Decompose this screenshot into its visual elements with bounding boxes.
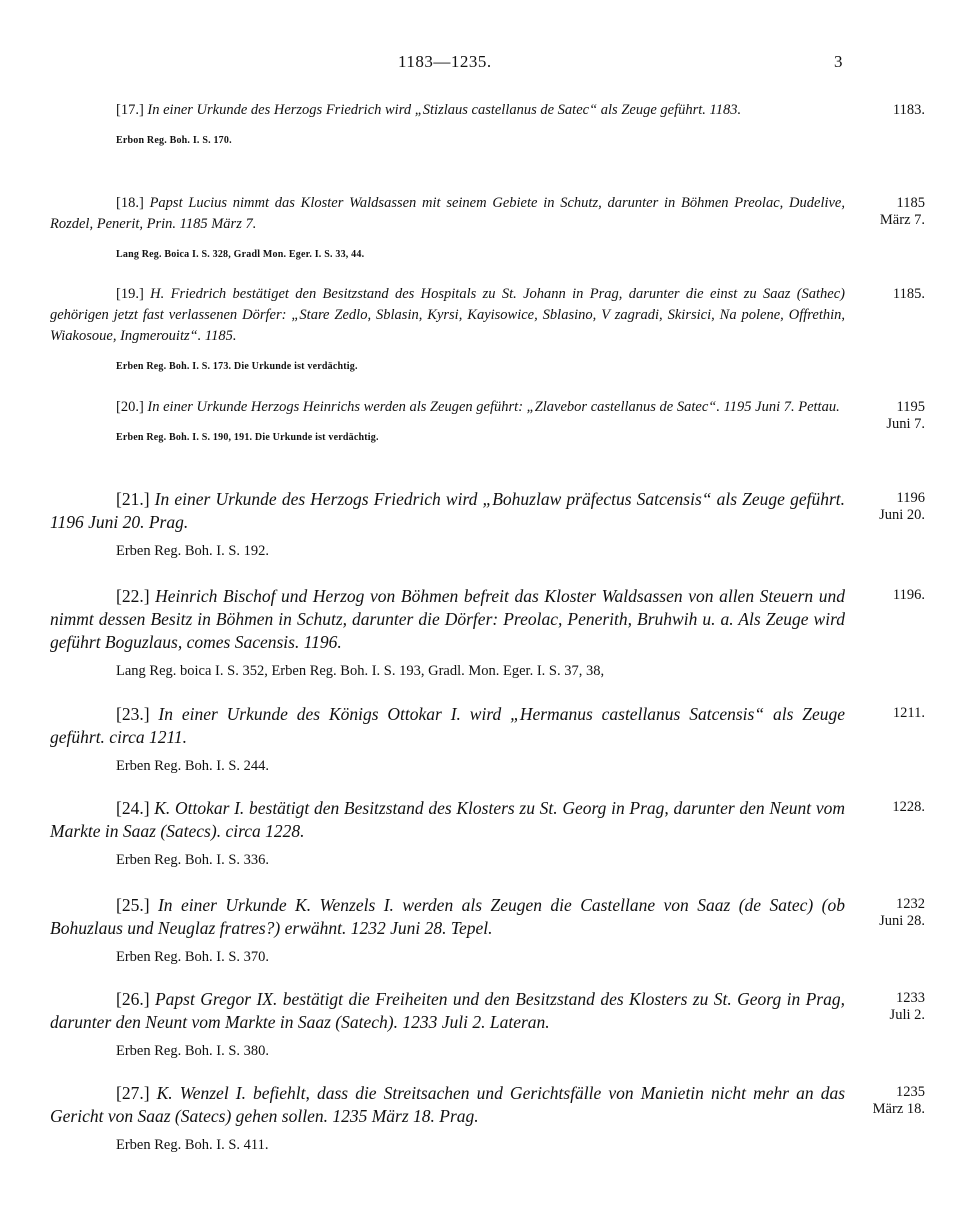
margin-date-line: 1235 [896, 1084, 925, 1100]
source-citation: Erben Reg. Boh. I. S. 380. [116, 1043, 270, 1059]
margin-date [850, 102, 925, 119]
entry-text [50, 397, 845, 418]
entry-body: Papst Lucius nimmt das Kloster Waldsassen mit seinem Gebiete in Schutz, darunter in Böhmen Preolac, Dudelive, Rozdel, Penerit, Prin. 1185 März 7. [50, 195, 845, 232]
margin-date [850, 990, 925, 1024]
regest-entry-20 [50, 397, 925, 443]
entry-number: [19.] [116, 286, 144, 302]
year-range: 1183—1235. [398, 52, 492, 71]
margin-date-line: März 7. [879, 212, 925, 228]
margin-date-line: Juni 28. [879, 913, 925, 929]
entry-body: K. Ottokar I. bestätigt den Besitzstand des Klosters zu St. Georg in Prag, darunter den Neunt vom Markte in Saaz (Satecs). circa 1228. [50, 798, 845, 841]
source-citation: Lang Reg. Boica I. S. 328, Gradl Mon. Eger. I. S. 33, 44. [116, 249, 365, 260]
source-citation: Erben Reg. Boh. I. S. 173. Die Urkunde ist verdächtig. [116, 361, 358, 372]
entry-text [50, 988, 845, 1034]
running-head [0, 52, 960, 76]
entry-number: [20.] [116, 399, 144, 415]
entry-number: [22.] [116, 586, 150, 606]
entry-body: In einer Urkunde des Herzogs Friedrich wird „Bohuzlaw präfectus Satcensis“ als Zeuge geführt. 1196 Juni 20. Prag. [50, 489, 846, 532]
margin-date-line: 1183. [892, 102, 925, 118]
entry-number: [21.] [116, 489, 150, 509]
entry-text [50, 284, 845, 347]
entry-text [50, 193, 845, 235]
regest-entry-23 [50, 703, 925, 775]
margin-date [850, 896, 925, 930]
margin-date-line: Juni 7. [886, 416, 925, 432]
regest-entry-24 [50, 797, 925, 869]
margin-date-line: 1211. [892, 705, 925, 721]
regest-entry-21 [50, 488, 925, 560]
entry-number: [17.] [116, 102, 144, 118]
regest-entry-25 [50, 894, 925, 966]
margin-date-line: 1232 [896, 896, 925, 912]
entry-number: [24.] [116, 798, 150, 818]
page-number: 3 [834, 52, 843, 71]
margin-date-line: 1185 [896, 195, 925, 211]
entry-text [50, 1082, 845, 1128]
source-citation: Erbon Reg. Boh. I. S. 170. [116, 135, 232, 146]
entry-text [50, 488, 845, 534]
margin-date-line: 1185. [892, 286, 925, 302]
margin-date-line: März 18. [872, 1101, 925, 1117]
regest-entry-18 [50, 193, 925, 260]
entry-text [50, 703, 845, 749]
margin-date [850, 399, 925, 433]
entry-body: Papst Gregor IX. bestätigt die Freiheiten und den Besitzstand des Klosters zu St. Georg in Prag, darunter den Neunt vom Markte in Saaz (Satech). 1233 Juli 2. Lateran. [50, 989, 845, 1032]
source-citation: Erben Reg. Boh. I. S. 192. [116, 543, 270, 559]
source-citation: Erben Reg. Boh. I. S. 190, 191. Die Urkunde ist verdächtig. [116, 432, 379, 443]
entry-text [50, 797, 845, 843]
margin-date-line: Juli 2. [889, 1007, 925, 1023]
regest-entry-22 [50, 585, 925, 680]
entry-number: [23.] [116, 704, 150, 724]
entry-body: In einer Urkunde K. Wenzels I. werden als Zeugen die Castellane von Saaz (de Satec) (ob Bohuzlaus und Neuglaz fratres?) erwähnt. 1232 Juni 28. Tepel. [50, 895, 845, 938]
margin-date [850, 490, 925, 524]
margin-date-line: 1195 [896, 399, 925, 415]
entry-number: [27.] [116, 1083, 150, 1103]
margin-date [850, 705, 925, 722]
margin-date [850, 195, 925, 229]
margin-date-line: 1233 [896, 990, 925, 1006]
source-citation: Erben Reg. Boh. I. S. 411. [116, 1137, 269, 1153]
entry-body: K. Wenzel I. befiehlt, dass die Streitsachen und Gerichtsfälle von Manietin nicht mehr an das Gericht von Saaz (Satecs) gehen sollen. 1235 März 18. Prag. [50, 1083, 846, 1126]
entry-number: [25.] [116, 895, 150, 915]
source-citation: Erben Reg. Boh. I. S. 244. [116, 758, 270, 774]
margin-date [850, 286, 925, 303]
regest-entry-17 [50, 100, 925, 146]
entry-body: In einer Urkunde Herzogs Heinrichs werden als Zeugen geführt: „Zlavebor castellanus de Satec“. 1195 Juni 7. Pettau. [147, 399, 840, 415]
entry-body: In einer Urkunde des Herzogs Friedrich wird „Stizlaus castellanus de Satec“ als Zeuge geführt. 1183. [147, 102, 742, 118]
source-citation: Lang Reg. boica I. S. 352, Erben Reg. Boh. I. S. 193, Gradl. Mon. Eger. I. S. 37, 38, [116, 663, 605, 679]
regest-entry-27 [50, 1082, 925, 1154]
margin-date [850, 587, 925, 604]
margin-date [850, 1084, 925, 1118]
entry-number: [18.] [116, 195, 144, 211]
entry-body: H. Friedrich bestätiget den Besitzstand des Hospitals zu St. Johann in Prag, darunter die einst zu Saaz (Sathec) gehörigen jetzt fast verlassenen Dörfer: „Stare Zedlo, Sblasin, Kyrsi, Kayisowice, Sblasino, V zagradi, Skirsici, Na polene, Offrethin, Wiakosoue, Ingmerouitz“. 1185. [50, 286, 845, 344]
source-citation: Erben Reg. Boh. I. S. 370. [116, 949, 270, 965]
entry-text [50, 585, 845, 654]
regest-entry-19 [50, 284, 925, 372]
margin-date-line: Juni 20. [879, 507, 925, 523]
margin-date-line: 1228. [892, 799, 925, 815]
source-citation: Erben Reg. Boh. I. S. 336. [116, 852, 270, 868]
entry-body: Heinrich Bischof und Herzog von Böhmen befreit das Kloster Waldsassen von allen Steuern und nimmt dessen Besitz in Böhmen in Schutz, darunter die Dörfer: Preolac, Penerith, Bruhwih u. a. Als Zeuge wird geführt Boguzlaus, comes Sacensis. 1196. [50, 586, 845, 652]
entry-text [50, 100, 845, 121]
entry-text [50, 894, 845, 940]
entry-number: [26.] [116, 989, 150, 1009]
margin-date [850, 799, 925, 816]
regest-entry-26 [50, 988, 925, 1060]
margin-date-line: 1196 [896, 490, 925, 506]
entry-body: In einer Urkunde des Königs Ottokar I. wird „Hermanus castellanus Satcensis“ als Zeuge geführt. circa 1211. [50, 704, 846, 747]
margin-date-line: 1196. [892, 587, 925, 603]
